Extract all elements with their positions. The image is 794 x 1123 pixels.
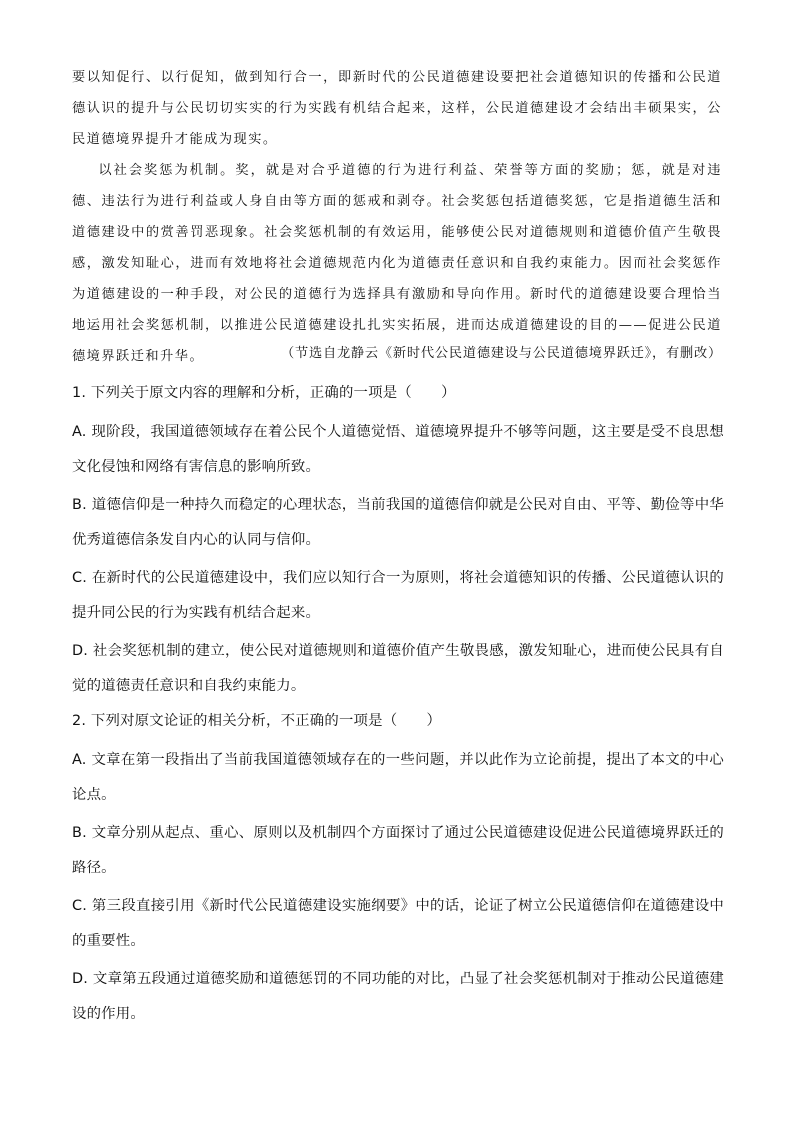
passage-paragraph-2: 以社会奖惩为机制。奖，就是对合乎道德的行为进行利益、荣誉等方面的奖励；惩，就是对违德、违法行为进行利益或人身自由等方面的惩戒和剥夺。社会奖惩包括道德奖惩，它是指道德生活和道德建设中的赏善罚恶现象。社会奖惩机制的有效运用，能够使公民对道德规则和道德价值产生敬畏感，激发知耻心，进而有效地将社会道德规范内化为道德责任意识和自我约束能力。因而社会奖惩作为道德建设的一种手段，对公民的道德行为选择具有激励和导向作用。新时代的道德建设要合理恰当地运用社会奖惩机制，以推进公民道德建设扎扎实实拓展，进而达成道德建设的目的——促进公民道德境界跃迁和升华。 xyxy=(72,163,722,364)
question-1-option-c: C. 在新时代的公民道德建设中，我们应以知行合一为原则，将社会道德知识的传播、公民道德认识的提升同公民的行为实践有机结合起来。 xyxy=(72,570,724,621)
passage-paragraph-1: 要以知促行、以行促知，做到知行合一，即新时代的公民道德建设要把社会道德知识的传播和公民道德认识的提升与公民切切实实的行为实践有机结合起来，这样，公民道德建设才会结出丰硕果实，公民道德境界提升才能成为现实。 xyxy=(72,70,722,147)
question-2-stem: 2. 下列对原文论证的相关分析，不正确的一项是（ ） xyxy=(72,713,442,729)
question-1-option-a: A. 现阶段，我国道德领域存在着公民个人道德觉悟、道德境界提升不够等问题，这主要是受不良思想文化侵蚀和网络有害信息的影响所致。 xyxy=(72,424,724,475)
question-2-option-a: A. 文章在第一段指出了当前我国道德领域存在的一些问题，并以此作为立论前提，提出了本文的中心论点。 xyxy=(72,752,724,803)
question-2 xyxy=(72,707,724,1032)
question-1-stem: 1. 下列关于原文内容的理解和分析，正确的一项是（ ） xyxy=(72,385,456,401)
question-2-option-b: B. 文章分别从起点、重心、原则以及机制四个方面探讨了通过公民道德建设促进公民道德境界跃迁的路径。 xyxy=(72,825,724,876)
question-1-option-d: D. 社会奖惩机制的建立，使公民对道德规则和道德价值产生敬畏感，激发知耻心，进而使公民具有自觉的道德责任意识和自我约束能力。 xyxy=(72,643,724,694)
reading-passage xyxy=(72,62,722,372)
question-list xyxy=(72,379,724,1035)
passage-source: （节选自龙静云《新时代公民道德建设与公民道德境界跃迁》，有删改） xyxy=(281,346,722,361)
question-1-option-b: B. 道德信仰是一种持久而稳定的心理状态，当前我国的道德信仰就是公民对自由、平等、勤俭等中华优秀道德信条发自内心的认同与信仰。 xyxy=(72,497,724,548)
question-2-option-d: D. 文章第五段通过道德奖励和道德惩罚的不同功能的对比，凸显了社会奖惩机制对于推动公民道德建设的作用。 xyxy=(72,971,724,1022)
question-2-option-c: C. 第三段直接引用《新时代公民道德建设实施纲要》中的话，论证了树立公民道德信仰在道德建设中的重要性。 xyxy=(72,898,724,949)
question-1 xyxy=(72,379,724,704)
